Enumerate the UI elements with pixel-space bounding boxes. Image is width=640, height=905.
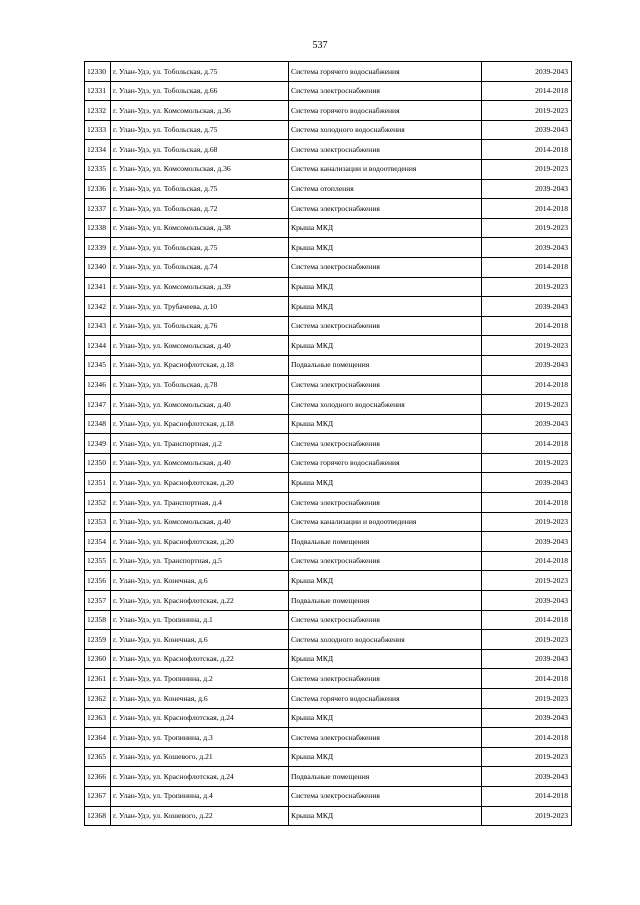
table-row [85, 571, 572, 591]
address-cell: г. Улан-Удэ, ул. Тобольская, д.75 [111, 238, 289, 258]
address-cell: г. Улан-Удэ, ул. Краснофлотская, д.22 [111, 649, 289, 669]
system-cell: Крыша МКД [289, 473, 482, 493]
address-cell: г. Улан-Удэ, ул. Краснофлотская, д.18 [111, 414, 289, 434]
address-cell: г. Улан-Удэ, ул. Транспортная, д.2 [111, 434, 289, 454]
period-cell: 2014-2018 [482, 493, 572, 513]
system-cell: Крыша МКД [289, 297, 482, 317]
row-number-cell: 12363 [85, 708, 111, 728]
address-cell: г. Улан-Удэ, ул. Тобольская, д.66 [111, 81, 289, 101]
table-row [85, 512, 572, 532]
period-cell: 2039-2043 [482, 355, 572, 375]
row-number-cell: 12331 [85, 81, 111, 101]
table-row [85, 786, 572, 806]
row-number-cell: 12343 [85, 316, 111, 336]
system-cell: Крыша МКД [289, 708, 482, 728]
period-cell: 2039-2043 [482, 767, 572, 787]
system-cell: Система электроснабжения [289, 375, 482, 395]
address-cell: г. Улан-Удэ, ул. Тобольская, д.75 [111, 179, 289, 199]
address-cell: г. Улан-Удэ, ул. Краснофлотская, д.24 [111, 767, 289, 787]
row-number-cell: 12334 [85, 140, 111, 160]
period-cell: 2019-2023 [482, 747, 572, 767]
row-number-cell: 12336 [85, 179, 111, 199]
period-cell: 2019-2023 [482, 512, 572, 532]
table-row [85, 62, 572, 82]
period-cell: 2039-2043 [482, 649, 572, 669]
address-cell: г. Улан-Удэ, ул. Тропинина, д.1 [111, 610, 289, 630]
address-cell: г. Улан-Удэ, ул. Краснофлотская, д.20 [111, 532, 289, 552]
address-cell: г. Улан-Удэ, ул. Краснофлотская, д.20 [111, 473, 289, 493]
system-cell: Система горячего водоснабжения [289, 689, 482, 709]
row-number-cell: 12352 [85, 493, 111, 513]
system-cell: Система электроснабжения [289, 551, 482, 571]
system-cell: Система электроснабжения [289, 316, 482, 336]
system-cell: Подвальные помещения [289, 355, 482, 375]
table-row [85, 610, 572, 630]
address-cell: г. Улан-Удэ, ул. Комсомольская, д.40 [111, 395, 289, 415]
system-cell: Система электроснабжения [289, 81, 482, 101]
system-cell: Система холодного водоснабжения [289, 630, 482, 650]
period-cell: 2014-2018 [482, 316, 572, 336]
period-cell: 2039-2043 [482, 238, 572, 258]
table-row [85, 179, 572, 199]
period-cell: 2019-2023 [482, 630, 572, 650]
system-cell: Система холодного водоснабжения [289, 395, 482, 415]
row-number-cell: 12357 [85, 591, 111, 611]
repair-schedule-table [84, 61, 572, 826]
system-cell: Система отопления [289, 179, 482, 199]
period-cell: 2019-2023 [482, 277, 572, 297]
system-cell: Крыша МКД [289, 414, 482, 434]
row-number-cell: 12340 [85, 257, 111, 277]
row-number-cell: 12368 [85, 806, 111, 826]
row-number-cell: 12364 [85, 728, 111, 748]
address-cell: г. Улан-Удэ, ул. Тобольская, д.76 [111, 316, 289, 336]
address-cell: г. Улан-Удэ, ул. Комсомольская, д.36 [111, 159, 289, 179]
row-number-cell: 12360 [85, 649, 111, 669]
table-row [85, 159, 572, 179]
period-cell: 2014-2018 [482, 551, 572, 571]
system-cell: Крыша МКД [289, 277, 482, 297]
table-row [85, 316, 572, 336]
table-row [85, 806, 572, 826]
row-number-cell: 12337 [85, 199, 111, 219]
system-cell: Система электроснабжения [289, 199, 482, 219]
table-row [85, 591, 572, 611]
row-number-cell: 12338 [85, 218, 111, 238]
period-cell: 2014-2018 [482, 199, 572, 219]
table-row [85, 414, 572, 434]
address-cell: г. Улан-Удэ, ул. Краснофлотская, д.22 [111, 591, 289, 611]
system-cell: Система канализации и водоотведения [289, 159, 482, 179]
system-cell: Система электроснабжения [289, 140, 482, 160]
row-number-cell: 12347 [85, 395, 111, 415]
system-cell: Система горячего водоснабжения [289, 453, 482, 473]
table-row [85, 728, 572, 748]
address-cell: г. Улан-Удэ, ул. Комсомольская, д.40 [111, 336, 289, 356]
row-number-cell: 12361 [85, 669, 111, 689]
address-cell: г. Улан-Удэ, ул. Транспортная, д.5 [111, 551, 289, 571]
address-cell: г. Улан-Удэ, ул. Конечная, д.6 [111, 630, 289, 650]
table-row [85, 434, 572, 454]
address-cell: г. Улан-Удэ, ул. Краснофлотская, д.24 [111, 708, 289, 728]
system-cell: Подвальные помещения [289, 532, 482, 552]
system-cell: Крыша МКД [289, 649, 482, 669]
table-row [85, 669, 572, 689]
period-cell: 2019-2023 [482, 101, 572, 121]
address-cell: г. Улан-Удэ, ул. Тобольская, д.78 [111, 375, 289, 395]
period-cell: 2014-2018 [482, 610, 572, 630]
period-cell: 2014-2018 [482, 669, 572, 689]
row-number-cell: 12345 [85, 355, 111, 375]
system-cell: Крыша МКД [289, 571, 482, 591]
address-cell: г. Улан-Удэ, ул. Тобольская, д.68 [111, 140, 289, 160]
row-number-cell: 12341 [85, 277, 111, 297]
table-row [85, 140, 572, 160]
system-cell: Подвальные помещения [289, 591, 482, 611]
table-row [85, 355, 572, 375]
table-row [85, 336, 572, 356]
row-number-cell: 12356 [85, 571, 111, 591]
row-number-cell: 12333 [85, 120, 111, 140]
table-row [85, 81, 572, 101]
period-cell: 2019-2023 [482, 218, 572, 238]
period-cell: 2014-2018 [482, 728, 572, 748]
table-row [85, 101, 572, 121]
row-number-cell: 12342 [85, 297, 111, 317]
row-number-cell: 12366 [85, 767, 111, 787]
row-number-cell: 12350 [85, 453, 111, 473]
period-cell: 2019-2023 [482, 453, 572, 473]
table-row [85, 257, 572, 277]
row-number-cell: 12359 [85, 630, 111, 650]
row-number-cell: 12353 [85, 512, 111, 532]
table-row [85, 551, 572, 571]
system-cell: Система электроснабжения [289, 669, 482, 689]
period-cell: 2014-2018 [482, 257, 572, 277]
row-number-cell: 12346 [85, 375, 111, 395]
address-cell: г. Улан-Удэ, ул. Тобольская, д.74 [111, 257, 289, 277]
address-cell: г. Улан-Удэ, ул. Комсомольская, д.40 [111, 453, 289, 473]
address-cell: г. Улан-Удэ, ул. Тропинина, д.3 [111, 728, 289, 748]
period-cell: 2014-2018 [482, 375, 572, 395]
row-number-cell: 12365 [85, 747, 111, 767]
table-row [85, 630, 572, 650]
system-cell: Система электроснабжения [289, 257, 482, 277]
system-cell: Система горячего водоснабжения [289, 101, 482, 121]
table-row [85, 238, 572, 258]
table-row [85, 767, 572, 787]
table-row [85, 120, 572, 140]
system-cell: Система электроснабжения [289, 493, 482, 513]
table-row [85, 532, 572, 552]
row-number-cell: 12349 [85, 434, 111, 454]
period-cell: 2019-2023 [482, 689, 572, 709]
address-cell: г. Улан-Удэ, ул. Комсомольская, д.39 [111, 277, 289, 297]
address-cell: г. Улан-Удэ, ул. Комсомольская, д.40 [111, 512, 289, 532]
period-cell: 2019-2023 [482, 806, 572, 826]
table-row [85, 493, 572, 513]
system-cell: Система электроснабжения [289, 786, 482, 806]
system-cell: Система электроснабжения [289, 728, 482, 748]
page-number: 537 [312, 40, 328, 51]
period-cell: 2019-2023 [482, 571, 572, 591]
system-cell: Крыша МКД [289, 747, 482, 767]
table-row [85, 473, 572, 493]
row-number-cell: 12358 [85, 610, 111, 630]
address-cell: г. Улан-Удэ, ул. Конечная, д.6 [111, 571, 289, 591]
address-cell: г. Улан-Удэ, ул. Трубачеева, д.10 [111, 297, 289, 317]
period-cell: 2019-2023 [482, 395, 572, 415]
row-number-cell: 12348 [85, 414, 111, 434]
system-cell: Система горячего водоснабжения [289, 62, 482, 82]
system-cell: Крыша МКД [289, 238, 482, 258]
address-cell: г. Улан-Удэ, ул. Тобольская, д.75 [111, 62, 289, 82]
period-cell: 2039-2043 [482, 591, 572, 611]
period-cell: 2019-2023 [482, 336, 572, 356]
period-cell: 2039-2043 [482, 62, 572, 82]
row-number-cell: 12339 [85, 238, 111, 258]
table-row [85, 218, 572, 238]
row-number-cell: 12344 [85, 336, 111, 356]
address-cell: г. Улан-Удэ, ул. Тропинина, д.4 [111, 786, 289, 806]
row-number-cell: 12354 [85, 532, 111, 552]
period-cell: 2039-2043 [482, 297, 572, 317]
period-cell: 2039-2043 [482, 179, 572, 199]
address-cell: г. Улан-Удэ, ул. Тропинина, д.2 [111, 669, 289, 689]
row-number-cell: 12330 [85, 62, 111, 82]
period-cell: 2014-2018 [482, 140, 572, 160]
table-row [85, 375, 572, 395]
address-cell: г. Улан-Удэ, ул. Кошевого, д.21 [111, 747, 289, 767]
period-cell: 2039-2043 [482, 120, 572, 140]
period-cell: 2039-2043 [482, 414, 572, 434]
row-number-cell: 12351 [85, 473, 111, 493]
period-cell: 2014-2018 [482, 786, 572, 806]
table-row [85, 649, 572, 669]
period-cell: 2039-2043 [482, 473, 572, 493]
period-cell: 2019-2023 [482, 159, 572, 179]
table-row [85, 297, 572, 317]
address-cell: г. Улан-Удэ, ул. Комсомольская, д.38 [111, 218, 289, 238]
system-cell: Крыша МКД [289, 806, 482, 826]
table-row [85, 747, 572, 767]
period-cell: 2039-2043 [482, 708, 572, 728]
system-cell: Крыша МКД [289, 336, 482, 356]
table-row [85, 277, 572, 297]
address-cell: г. Улан-Удэ, ул. Тобольская, д.72 [111, 199, 289, 219]
system-cell: Система электроснабжения [289, 434, 482, 454]
address-cell: г. Улан-Удэ, ул. Комсомольская, д.36 [111, 101, 289, 121]
row-number-cell: 12367 [85, 786, 111, 806]
address-cell: г. Улан-Удэ, ул. Кошевого, д.22 [111, 806, 289, 826]
table-body [85, 62, 572, 826]
system-cell: Система электроснабжения [289, 610, 482, 630]
row-number-cell: 12332 [85, 101, 111, 121]
period-cell: 2039-2043 [482, 532, 572, 552]
table-row [85, 199, 572, 219]
row-number-cell: 12335 [85, 159, 111, 179]
row-number-cell: 12355 [85, 551, 111, 571]
table-row [85, 453, 572, 473]
address-cell: г. Улан-Удэ, ул. Тобольская, д.75 [111, 120, 289, 140]
period-cell: 2014-2018 [482, 81, 572, 101]
system-cell: Подвальные помещения [289, 767, 482, 787]
address-cell: г. Улан-Удэ, ул. Краснофлотская, д.18 [111, 355, 289, 375]
period-cell: 2014-2018 [482, 434, 572, 454]
system-cell: Крыша МКД [289, 218, 482, 238]
row-number-cell: 12362 [85, 689, 111, 709]
address-cell: г. Улан-Удэ, ул. Конечная, д.6 [111, 689, 289, 709]
table-row [85, 708, 572, 728]
system-cell: Система канализации и водоотведения [289, 512, 482, 532]
table-row [85, 395, 572, 415]
system-cell: Система холодного водоснабжения [289, 120, 482, 140]
address-cell: г. Улан-Удэ, ул. Транспортная, д.4 [111, 493, 289, 513]
table-row [85, 689, 572, 709]
